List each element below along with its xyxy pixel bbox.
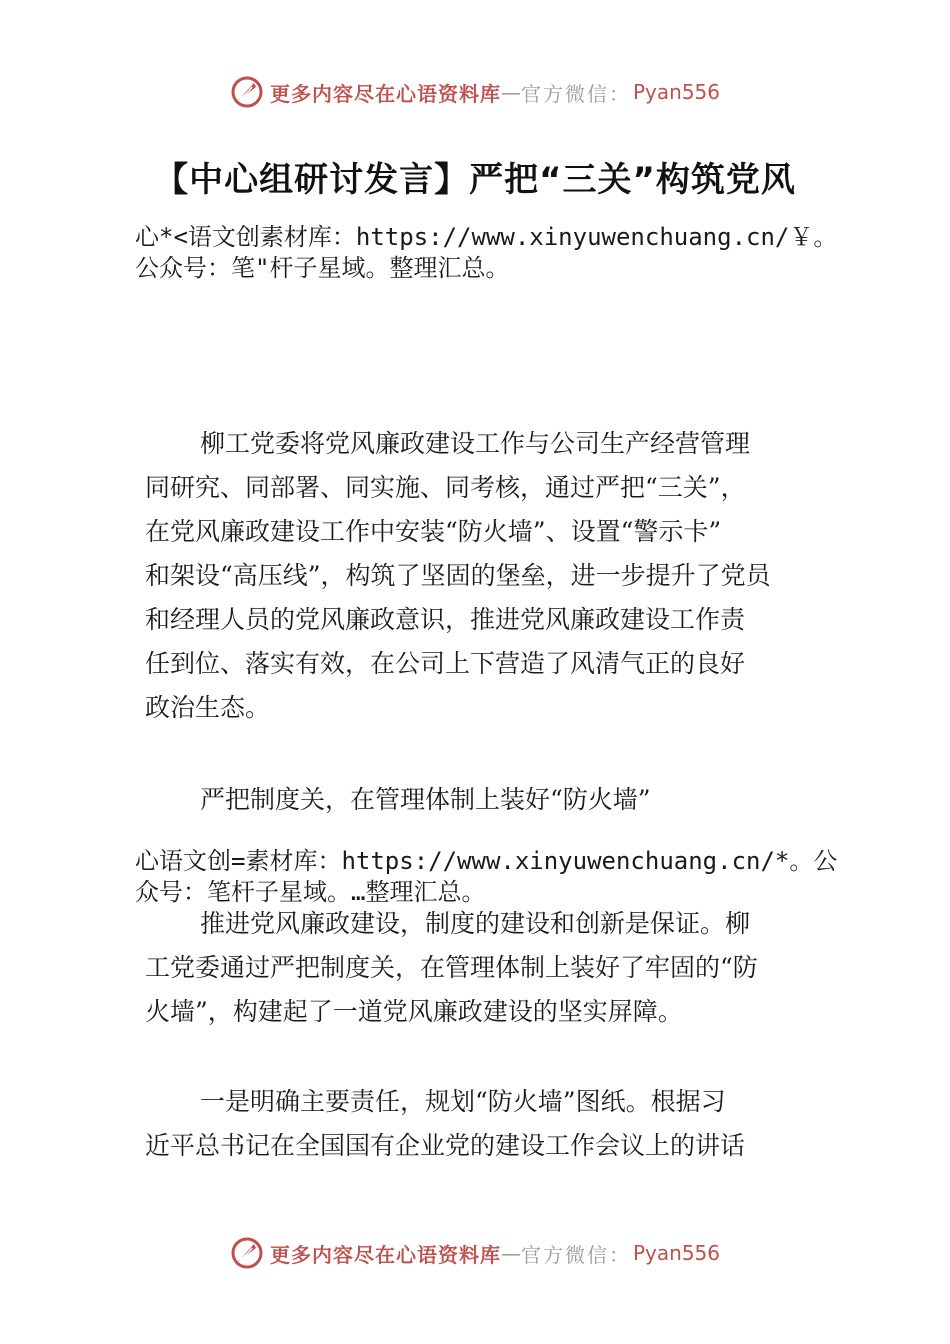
paragraph-intro (145, 422, 815, 730)
paragraph-line: 和架设“高压线”，构筑了坚固的堡垒，进一步提升了党员 (145, 561, 771, 590)
paragraph-system (145, 902, 815, 1034)
document-title: 【中心组研讨发言】严把“三关”构筑党风 (154, 160, 796, 200)
source-note (135, 222, 855, 284)
banner-dash: — (500, 1241, 521, 1265)
section-heading-text: 严把制度关，在管理体制上装好“防火墙” (200, 785, 651, 814)
paragraph-responsibility (145, 1080, 815, 1168)
quill-logo-icon (230, 1236, 264, 1270)
banner-wechat-id: Pyan556 (632, 80, 720, 104)
paragraph-line: 近平总书记在全国国有企业党的建设工作会议上的讲话 (145, 1131, 746, 1160)
paragraph-line: 和经理人员的党风廉政意识，推进党风廉政建设工作责 (145, 605, 746, 634)
paragraph-line: 推进党风廉政建设，制度的建设和创新是保证。柳 (200, 909, 751, 938)
banner-wechat-label: 官方微信： (520, 1242, 631, 1267)
paragraph-line: 柳工党委将党风廉政建设工作与公司生产经营管理 (200, 429, 751, 458)
footer-banner (0, 1233, 950, 1273)
banner-slogan: 更多内容尽在心语资料库 (269, 1242, 501, 1267)
paragraph-line: 工党委通过严把制度关，在管理体制上装好了牢固的“防 (145, 953, 758, 982)
paragraph-line: 任到位、落实有效，在公司上下营造了风清气正的良好 (145, 649, 746, 678)
source-note-2 (135, 846, 855, 908)
source-note-line: 心语文创=素材库：https://www.xinyuwenchuang.cn/*。公 (135, 847, 838, 875)
source-note-line: 公众号：笔"杆子星域。整理汇总。 (135, 254, 510, 282)
banner-wechat-id: Pyan556 (632, 1241, 720, 1265)
banner-dash: — (500, 80, 521, 104)
paragraph-line: 火墙”，构建起了一道党风廉政建设的坚实屏障。 (145, 997, 683, 1026)
paragraph-line: 一是明确主要责任，规划“防火墙”图纸。根据习 (200, 1087, 726, 1116)
source-note-line: 众号：笔杆子星域。…整理汇总。 (135, 878, 486, 906)
paragraph-line: 在党风廉政建设工作中安装“防火墙”、设置“警示卡” (145, 517, 722, 546)
source-note-line: 心*<语文创素材库：https://www.xinyuwenchuang.cn/￥。 (135, 223, 838, 251)
section-heading (145, 778, 815, 822)
banner-slogan: 更多内容尽在心语资料库 (269, 81, 501, 106)
paragraph-line: 政治生态。 (145, 693, 271, 722)
banner-wechat-label: 官方微信： (520, 81, 631, 106)
quill-logo-icon (230, 75, 264, 109)
paragraph-line: 同研究、同部署、同实施、同考核，通过严把“三关”， (145, 473, 746, 502)
header-banner (0, 72, 950, 112)
